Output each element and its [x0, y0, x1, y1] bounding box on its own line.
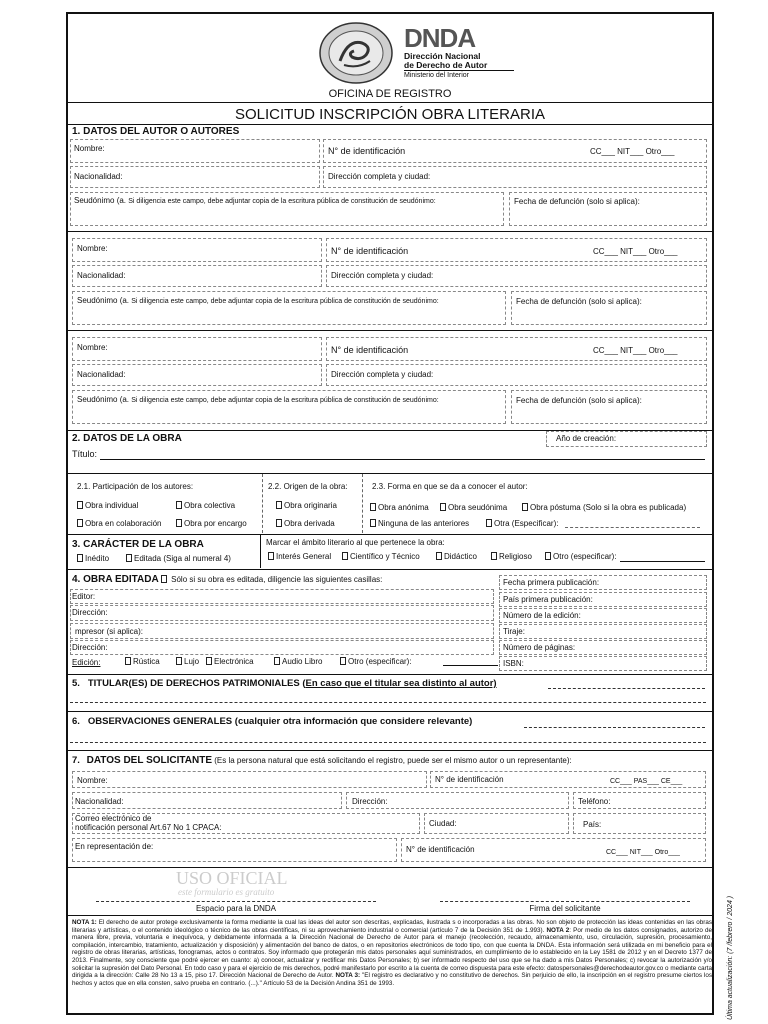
option-label: Obra seudónima — [448, 503, 508, 512]
author1-death-date-label: Fecha de defunción (solo si aplica): — [514, 197, 640, 206]
checkbox[interactable] — [545, 552, 551, 560]
direccion2-field[interactable] — [70, 640, 494, 655]
editor-field[interactable] — [70, 589, 494, 604]
dnda-logo-sub1: Dirección Nacional — [404, 51, 481, 61]
checkbox[interactable] — [125, 657, 131, 665]
opt-otra[interactable] — [486, 519, 558, 528]
opt-obra-originaria[interactable] — [276, 501, 337, 510]
section-1-heading: 1. DATOS DEL AUTOR O AUTORES — [72, 126, 240, 137]
otro-edicion-field[interactable] — [443, 665, 498, 666]
opt-electronica[interactable] — [206, 657, 254, 666]
option-label: Inédito — [85, 554, 110, 563]
checkbox[interactable] — [176, 519, 182, 527]
pseudonym-note: Si diligencia este campo, debe adjuntar copia de la escritura pública de constitución de seudónimo: — [128, 198, 436, 205]
isbn-label: ISBN: — [503, 659, 524, 668]
representacion-id-types: CC___ NIT___ Otro___ — [606, 849, 680, 856]
direccion1-label: Dirección: — [72, 608, 108, 617]
title-label: Título: — [72, 449, 98, 459]
opt-obra-postuma[interactable] — [522, 503, 686, 512]
origin-label: 2.2. Origen de la obra: — [268, 482, 348, 491]
pseudonym-prefix: Seudónimo (a. — [77, 296, 130, 305]
last-update-note: Última actualización: (7 /febrero / 2024 ) — [727, 895, 734, 1020]
option-label: Otra (Especificar): — [494, 519, 559, 528]
opt-obra-individual[interactable] — [77, 501, 138, 510]
section-3-heading: 3. CARÁCTER DE LA OBRA — [72, 539, 204, 550]
checkbox[interactable] — [440, 503, 446, 511]
representacion-label: En representación de: — [75, 842, 154, 851]
note-1-text: El derecho de autor protege exclusivamente la forma mediante la cual las ideas del autor son descritas, explicadas, ilustrada s o incorporadas a las obras. No son objeto de protección las ideas contenidas en las obras literarias y artísticas, o el contenido ideológico o técnico de las obras científicas, ni su aprovechamiento industrial o comercial (artículo 7 de la Decisión 351 de 1.993). — [72, 919, 712, 934]
option-label: Electrónica — [214, 657, 254, 666]
dnda-logo — [404, 24, 514, 80]
checkbox[interactable] — [276, 519, 282, 527]
titular-line-1[interactable] — [548, 688, 705, 689]
author2-pseudonym-label — [77, 296, 439, 305]
opt-otro-ambito[interactable] — [545, 552, 617, 561]
opt-interes-general[interactable] — [268, 552, 331, 561]
option-label: Obra póstuma — [530, 503, 581, 512]
pseudonym-prefix: Seudónimo (a. — [77, 395, 130, 404]
solicitante-name-label: Nombre: — [77, 776, 108, 785]
section-4-heading — [72, 574, 382, 585]
applicant-signature-line[interactable] — [440, 901, 690, 902]
divider — [66, 867, 714, 868]
column-divider — [262, 474, 263, 533]
option-label: Obra por encargo — [184, 519, 247, 528]
solicitante-city-label: Ciudad: — [429, 819, 457, 828]
option-label: Audio Libro — [282, 657, 323, 666]
checkbox[interactable] — [370, 503, 376, 511]
section-6-number: 6. — [72, 716, 80, 727]
author3-nationality-label: Nacionalidad: — [77, 370, 126, 379]
checkbox[interactable] — [161, 575, 167, 583]
dnda-logo-sub3: Ministerio del Interior — [404, 70, 514, 80]
form-title: SOLICITUD INSCRIPCIÓN OBRA LITERARIA — [234, 106, 546, 123]
checkbox[interactable] — [276, 501, 282, 509]
author3-id-label: N° de identificación — [331, 345, 409, 355]
section-5-title: TITULAR(ES) DE DERECHOS PATRIMONIALES ( — [87, 678, 306, 689]
author1-id-types: CC___ NIT___ Otro___ — [590, 147, 675, 156]
divider — [66, 750, 714, 751]
solicitante-id-types: CC___ PAS___ CE___ — [610, 778, 683, 785]
pseudonym-note: Si diligencia este campo, debe adjuntar copia de la escritura pública de constitución de seudónimo: — [131, 298, 439, 305]
divider — [66, 915, 714, 916]
legal-notes — [72, 919, 712, 987]
divider — [66, 231, 714, 232]
opt-lujo[interactable] — [176, 657, 199, 666]
observaciones-line-2[interactable] — [70, 742, 706, 743]
otra-specify-field[interactable] — [565, 527, 700, 528]
solicitante-email-label-2: notificación personal Art.67 No 1 CPACA: — [75, 823, 222, 832]
section-4-note: Sólo si su obra es editada, diligencie las siguientes casillas: — [171, 575, 383, 584]
uso-oficial-stamp: USO OFICIAL — [176, 868, 288, 888]
divider — [66, 674, 714, 675]
divider — [66, 102, 714, 103]
author2-name-field[interactable] — [72, 238, 322, 262]
pseudonym-prefix: Seudónimo (a. — [74, 196, 127, 205]
checkbox[interactable] — [126, 554, 132, 562]
solicitante-nationality-label: Nacionalidad: — [75, 797, 124, 806]
otro-ambito-field[interactable] — [620, 561, 705, 562]
author3-address-label: Dirección completa y ciudad: — [331, 370, 434, 379]
option-label: Obra individual — [85, 501, 139, 510]
checkbox[interactable] — [77, 501, 83, 509]
opt-obra-derivada[interactable] — [276, 519, 335, 528]
creation-year-label: Año de creación: — [556, 434, 617, 443]
checkbox[interactable] — [77, 519, 83, 527]
option-label: Obra derivada — [284, 519, 335, 528]
author1-pseudonym-label — [74, 196, 436, 205]
author-form-label: 2.3. Forma en que se da a conocer el autor: — [372, 482, 528, 491]
opt-obra-anonima[interactable] — [370, 503, 429, 512]
section-5-title-underlined: En caso que el titular sea distinto al autor) — [305, 678, 497, 689]
opt-religioso[interactable] — [491, 552, 532, 561]
author3-id-types: CC___ NIT___ Otro___ — [593, 346, 678, 355]
checkbox[interactable] — [176, 501, 182, 509]
section-5-heading — [72, 678, 497, 689]
author3-pseudonym-label — [77, 395, 439, 404]
option-label: Lujo — [184, 657, 200, 666]
checkbox[interactable] — [206, 657, 212, 665]
divider — [66, 534, 714, 535]
option-label: Otro (especificar): — [348, 657, 412, 666]
opt-audio-libro[interactable] — [274, 657, 322, 666]
postuma-note: (Solo si la obra es publicada) — [582, 503, 687, 512]
author2-id-label: N° de identificación — [331, 246, 409, 256]
section-6-title: OBSERVACIONES GENERALES (cualquier otra información que considere relevante) — [87, 716, 473, 727]
opt-editada[interactable] — [126, 554, 231, 563]
direccion2-label: Dirección: — [72, 643, 108, 652]
option-label: Didáctico — [444, 552, 477, 561]
section-6-heading — [72, 716, 472, 727]
opt-rustica[interactable] — [125, 657, 160, 666]
tiraje-field[interactable] — [499, 624, 707, 639]
solicitante-email-label-1: Correo electrónico de — [75, 814, 152, 823]
direccion1-field[interactable] — [70, 605, 494, 621]
representacion-id-label: N° de identificación — [406, 845, 475, 854]
option-label: Científico y Técnico — [350, 552, 420, 561]
author1-name-field[interactable] — [70, 139, 320, 163]
edicion-label: Edición: — [72, 658, 101, 667]
author1-nationality-label: Nacionalidad: — [74, 172, 123, 181]
opt-ninguna[interactable] — [370, 519, 469, 528]
pseudonym-note: Si diligencia este campo, debe adjuntar copia de la escritura pública de constitución de seudónimo: — [131, 397, 439, 404]
dnda-signature-line — [96, 901, 376, 902]
solicitante-address-label: Dirección: — [352, 797, 388, 806]
dnda-logo-text: DNDA — [404, 23, 476, 53]
option-label: Religioso — [499, 552, 532, 561]
option-label: Obra originaria — [284, 501, 337, 510]
checkbox[interactable] — [522, 503, 528, 511]
opt-obra-encargo[interactable] — [176, 519, 247, 528]
section-2-heading: 2. DATOS DE LA OBRA — [72, 433, 182, 444]
solicitante-id-label: N° de identificación — [435, 775, 504, 784]
option-label: Interés General — [276, 552, 332, 561]
checkbox[interactable] — [486, 519, 492, 527]
checkbox[interactable] — [340, 657, 346, 665]
section-7-note: (Es la persona natural que está solicitando el registro, puede ser el mismo autor o un representante): — [214, 756, 572, 765]
note-3-label: NOTA 3: — [335, 972, 361, 980]
note-3-text: "El registro es declarativo y no constitutivo de derechos. Sin perjuicio de ello, la inscripción en el registro presume ciertos los hechos y actos que en ella consten, salvo prueba en contrario. (...)." Artículo 53 de la Decisión Andina 351 de 1993. — [72, 972, 713, 987]
author2-death-date-label: Fecha de defunción (solo si aplica): — [516, 297, 642, 306]
author1-name-label: Nombre: — [74, 144, 105, 153]
author2-address-label: Dirección completa y ciudad: — [331, 271, 434, 280]
dnda-space-label: Espacio para la DNDA — [195, 904, 277, 913]
checkbox[interactable] — [274, 657, 280, 665]
option-label: Editada (Siga al numeral 4) — [134, 554, 231, 563]
office-title: OFICINA DE REGISTRO — [328, 88, 452, 100]
section-5-number: 5. — [72, 678, 80, 689]
option-label: Obra en colaboración — [85, 519, 162, 528]
author2-id-types: CC___ NIT___ Otro___ — [593, 247, 678, 256]
note-1-label: NOTA 1: — [72, 919, 97, 926]
opt-obra-colaboracion[interactable] — [77, 519, 162, 528]
titular-line-2[interactable] — [70, 702, 706, 703]
numero-paginas-label: Número de páginas: — [503, 643, 576, 652]
fecha-publicacion-label: Fecha primera publicación: — [503, 578, 600, 587]
divider — [66, 711, 714, 712]
option-label: Ninguna de las anteriores — [378, 519, 470, 528]
title-field[interactable] — [100, 459, 705, 460]
solicitante-name-field[interactable] — [72, 771, 427, 788]
author2-name-label: Nombre: — [77, 244, 108, 253]
opt-obra-colectiva[interactable] — [176, 501, 235, 510]
checkbox[interactable] — [77, 554, 83, 562]
ambito-label: Marcar el ámbito literario al que pertenece la obra: — [266, 538, 445, 547]
divider — [66, 124, 714, 125]
solicitante-country-label: País: — [583, 820, 602, 829]
checkbox[interactable] — [491, 552, 497, 560]
author3-death-date-label: Fecha de defunción (solo si aplica): — [516, 396, 642, 405]
divider — [66, 569, 714, 570]
applicant-signature-label: Firma del solicitante — [529, 904, 601, 913]
checkbox[interactable] — [176, 657, 182, 665]
section-4-title: 4. OBRA EDITADA — [72, 574, 159, 585]
author1-id-label: N° de identificación — [328, 146, 406, 156]
opt-obra-seudonima[interactable] — [440, 503, 507, 512]
numero-edicion-label: Número de la edición: — [503, 611, 581, 620]
option-label: Obra colectiva — [184, 501, 236, 510]
opt-didactico[interactable] — [436, 552, 477, 561]
divider — [66, 473, 714, 474]
pais-publicacion-label: País primera publicación: — [503, 595, 593, 604]
dnda-logo-sub2: de Derecho de Autor — [404, 60, 488, 70]
opt-cientifico[interactable] — [342, 552, 420, 561]
editor-label: Editor: — [72, 592, 96, 601]
checkbox[interactable] — [436, 552, 442, 560]
opt-otro-edicion[interactable] — [340, 657, 412, 666]
divider — [66, 330, 714, 331]
checkbox[interactable] — [370, 519, 376, 527]
checkbox[interactable] — [342, 552, 348, 560]
checkbox[interactable] — [268, 552, 274, 560]
uso-oficial-stamp-sub: este formulario es gratuito — [178, 887, 275, 897]
impresor-label: mpresor (si aplica): — [75, 627, 144, 636]
author2-nationality-label: Nacionalidad: — [77, 271, 126, 280]
column-divider — [362, 474, 363, 533]
section-7-number: 7. — [72, 755, 80, 766]
author3-name-label: Nombre: — [77, 343, 108, 352]
option-label: Obra anónima — [378, 503, 429, 512]
observaciones-line-1[interactable] — [524, 727, 705, 728]
option-label: Rústica — [133, 657, 160, 666]
section-7-title: DATOS DEL SOLICITANTE — [86, 755, 212, 766]
author3-name-field[interactable] — [72, 337, 322, 361]
note-2-label: NOTA 2 — [546, 926, 570, 934]
option-label: Otro (especificar): — [553, 552, 617, 561]
column-divider — [260, 535, 261, 568]
opt-inedito[interactable] — [77, 554, 109, 563]
author1-address-label: Dirección completa y ciudad: — [328, 172, 431, 181]
tiraje-label: Tiraje: — [503, 627, 525, 636]
section-7-heading — [72, 755, 572, 766]
isbn-field[interactable] — [499, 656, 707, 671]
note-2-text: : Por medio de los datos consignados, autorizo de manera libre, previa, voluntaria e inequívoca, y debidamente informada a la Dirección Nacional de Derecho de Autor para el manejo (recolección, recaudo, almacenamiento, uso, circulación, supresión, procesamiento, compilación, intercambio, tratamiento, actualización y disposición) y alimentación del banco de datos, o en repositorios electrónicos de todo tipo, con que cuenta la DNDA. Esta información será utilizada en mi beneficio para el registro de obras literarias, artísticas, fonogramas, actos o contratos. Soy informado que protegerán mis datos personales aquí suministrados, en cumplimiento de lo establecido en la Ley 1581 de 2012 y en el Decreto 1377 de 2013. Finalmente, soy consciente que podré ejercer en cuanto: a) conocer, actualizar y rectificar mis Datos Personales; b) ser informado respecto del uso que se ha dado a mis Datos Personales; c) revocar la autorización y/o solicitar la supresión del Dato Personal. En todo caso y para el ejercicio de mis derechos, podré manifestarlo por escrito a la cuenta de correo dispuesta para este efecto: datospersonales@derechodeautor.gov.co o mediante carta dirigida a la dirección: Calle 28 No 13 a 15, piso 17. Dirección Nacional de Derecho de Autor. — [72, 926, 713, 980]
solicitante-phone-label: Teléfono: — [578, 797, 611, 806]
participation-label: 2.1. Participación de los autores: — [77, 482, 194, 491]
seal-logo — [318, 21, 394, 85]
